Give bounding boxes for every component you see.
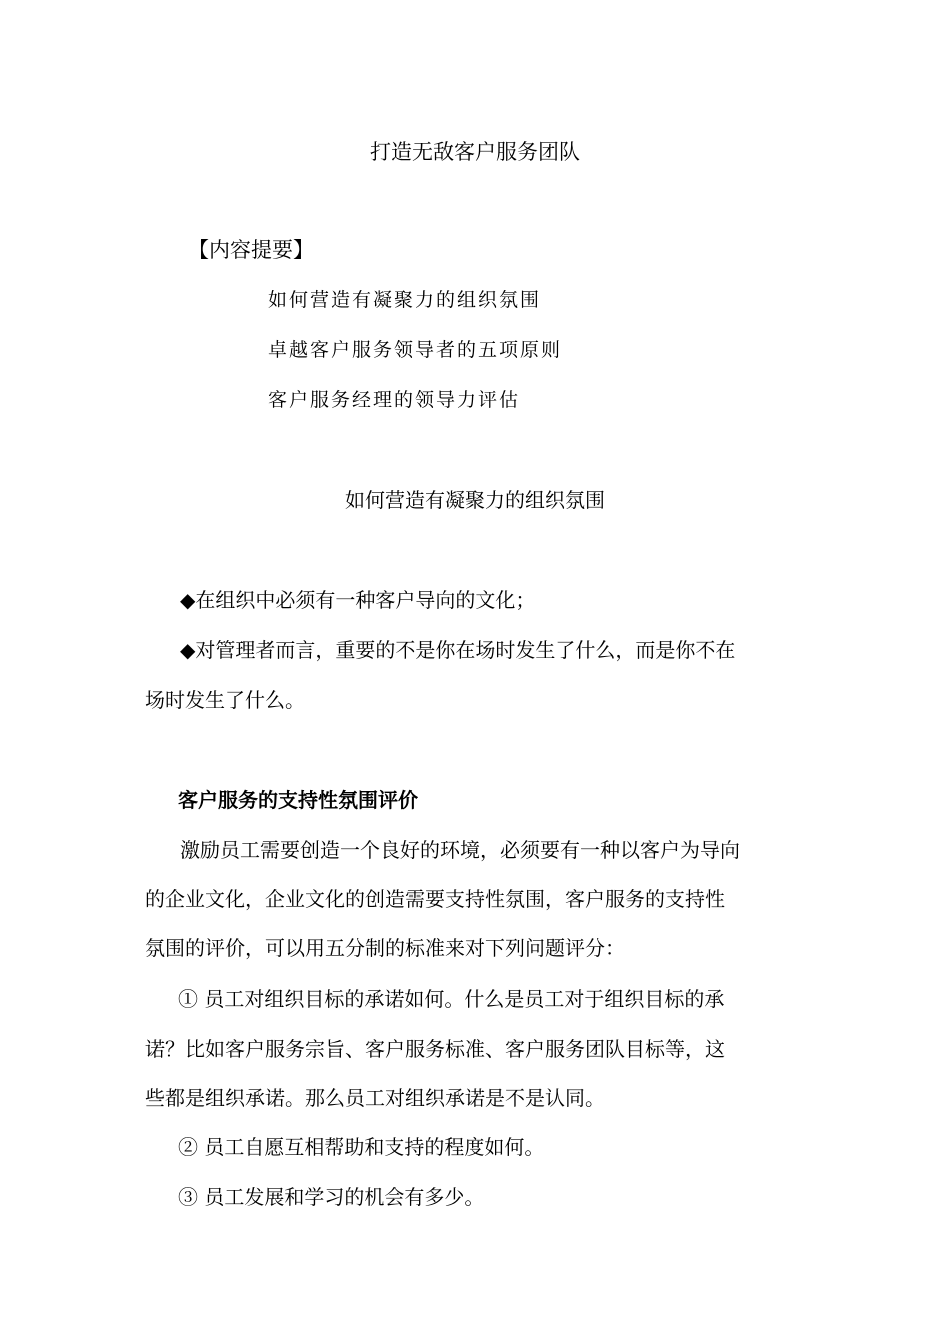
document-title: 打造无敌客户服务团队	[370, 140, 580, 164]
bullet-line: ◆对管理者而言，重要的不是你在场时发生了什么，而是你不在	[180, 638, 736, 662]
section-title: 如何营造有凝聚力的组织氛围	[345, 488, 605, 512]
list-item-line: ① 员工对组织目标的承诺如何。什么是员工对于组织目标的承	[178, 987, 725, 1011]
paragraph-line: 的企业文化，企业文化的创造需要支持性氛围，客户服务的支持性	[145, 887, 725, 911]
summary-item: 客户服务经理的领导力评估	[268, 389, 521, 411]
summary-heading: 【内容提要】	[188, 238, 314, 262]
bullet-line-continued: 场时发生了什么。	[145, 688, 305, 712]
list-item: ③ 员工发展和学习的机会有多少。	[178, 1185, 485, 1209]
summary-item: 卓越客户服务领导者的五项原则	[268, 339, 563, 361]
bullet-line: ◆在组织中必须有一种客户导向的文化；	[180, 588, 536, 612]
summary-item: 如何营造有凝聚力的组织氛围	[268, 289, 542, 311]
list-item: ② 员工自愿互相帮助和支持的程度如何。	[178, 1135, 545, 1159]
paragraph-line: 氛围的评价，可以用五分制的标准来对下列问题评分：	[145, 936, 625, 960]
list-item-line: 诺？比如客户服务宗旨、客户服务标准、客户服务团队目标等，这	[145, 1037, 725, 1061]
paragraph-line: 激励员工需要创造一个良好的环境，必须要有一种以客户为导向	[180, 838, 740, 862]
list-item-line: 些都是组织承诺。那么员工对组织承诺是不是认同。	[145, 1086, 605, 1110]
sub-heading: 客户服务的支持性氛围评价	[178, 788, 418, 812]
